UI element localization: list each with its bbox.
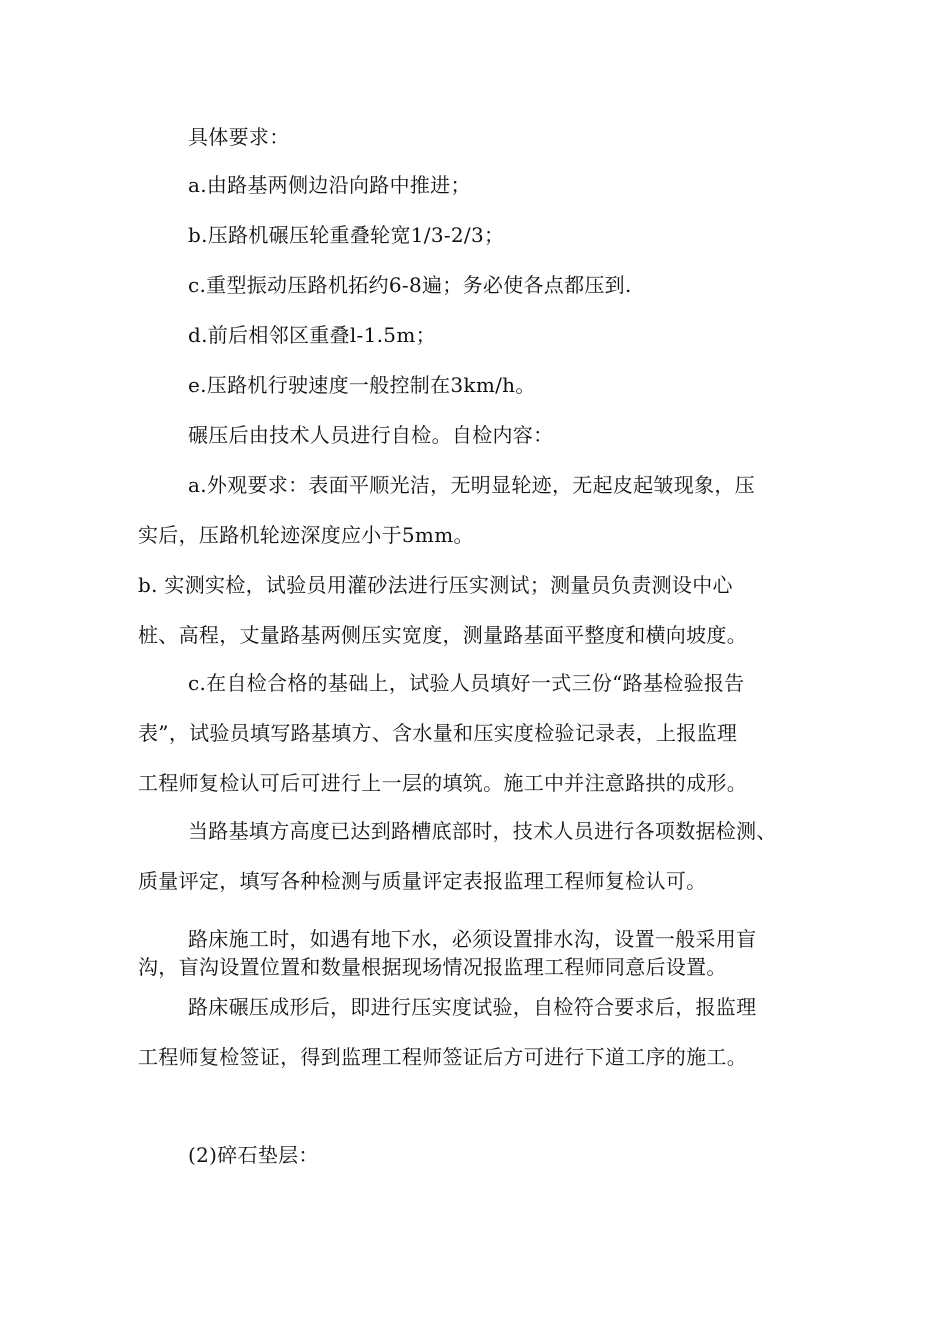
section-heading: (2)碎石垫层： [188, 1143, 319, 1167]
text-line: d.前后相邻区重叠l-1.5m； [188, 323, 436, 347]
text-line: a.由路基两侧边沿向路中推进； [188, 173, 471, 197]
text-line: 具体要求： [188, 125, 290, 149]
text-line: 路床施工时，如遇有地下水，必须设置排水沟，设置一般采用盲 [188, 927, 757, 951]
text-line: 桩、高程，丈量路基两侧压实宽度，测量路基面平整度和横向坡度。 [138, 623, 747, 647]
text-line: 质量评定，填写各种检测与质量评定表报监理工程师复检认可。 [138, 869, 707, 893]
text-line: 表”，试验员填写路基填方、含水量和压实度检验记录表，上报监理 [138, 721, 738, 745]
text-line: 实后，压路机轮迹深度应小于5mm。 [138, 523, 474, 547]
text-line: 当路基填方高度已达到路槽底部时，技术人员进行各项数据检测、 [188, 819, 777, 843]
text-line: 工程师复检签证，得到监理工程师签证后方可进行下道工序的施工。 [138, 1045, 747, 1069]
text-line: b. 实测实检，试验员用灌砂法进行压实测试；测量员负责测设中心 [138, 573, 733, 597]
text-line: c.重型振动压路机拓约6-8遍；务必使各点都压到. [188, 273, 632, 297]
text-line: 碾压后由技术人员进行自检。自检内容： [188, 423, 554, 447]
text-line: 路床碾压成形后，即进行压实度试验，自检符合要求后，报监理 [188, 995, 757, 1019]
text-line: 工程师复检认可后可进行上一层的填筑。施工中并注意路拱的成形。 [138, 771, 747, 795]
text-line: c.在自检合格的基础上，试验人员填好一式三份“路基检验报告 [188, 671, 745, 695]
text-line: e.压路机行驶速度一般控制在3km/h。 [188, 373, 536, 397]
text-line: b.压路机碾压轮重叠轮宽1/3-2/3； [188, 223, 505, 247]
text-line: a.外观要求：表面平顺光洁，无明显轮迹，无起皮起皱现象，压 [188, 473, 755, 497]
text-line: 沟，盲沟设置位置和数量根据现场情况报监理工程师同意后设置。 [138, 955, 727, 979]
